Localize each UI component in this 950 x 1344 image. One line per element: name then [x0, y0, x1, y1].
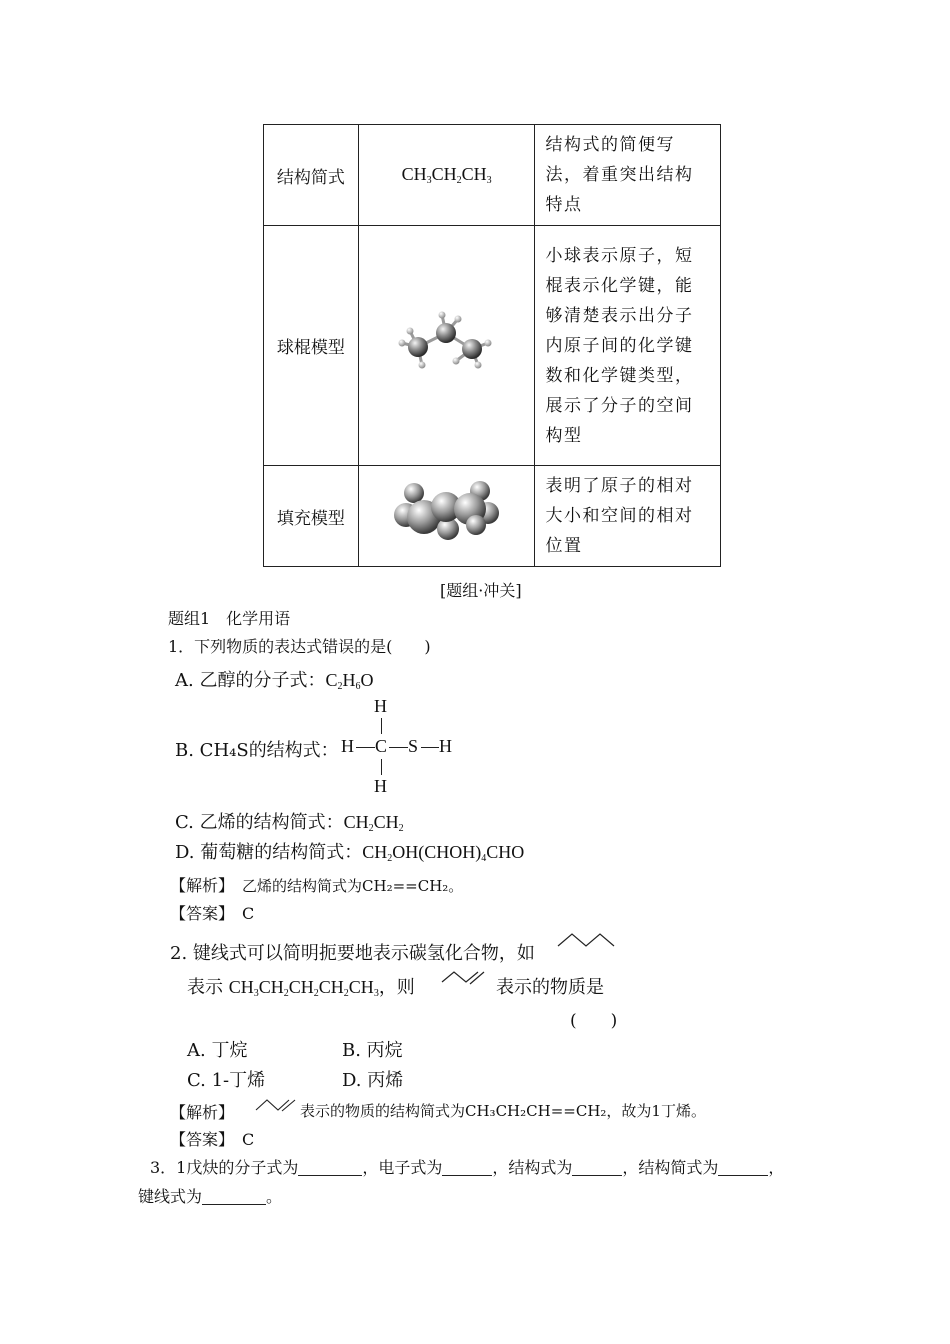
space-filling-model-icon: [392, 479, 502, 549]
answer-blank[interactable]: [572, 1159, 622, 1176]
answer-blank[interactable]: [718, 1159, 768, 1176]
q2-stem-line1: 2. 键线式可以简明扼要地表示碳氢化合物，如: [170, 943, 535, 964]
row-description: 表明了原子的相对 大小和空间的相对 位置: [535, 466, 721, 567]
q2-paren: ( ): [570, 1011, 618, 1031]
q3-line1: 3．1戊炔的分子式为 ，电子式为 ，结构式为 ，结构简式为 ，: [150, 1158, 785, 1177]
table-row: [264, 226, 721, 466]
q1-option-c: C. 乙烯的结构简式：$CH_2CH_2$: [175, 812, 404, 834]
space-filling-model-image: [358, 466, 535, 567]
q2-option-d: D. 丙烯: [342, 1070, 404, 1091]
butene-skeletal-formula-icon: [440, 968, 488, 988]
q2-option-a: A. 丁烷: [187, 1040, 248, 1061]
q1-analysis: 【解析】 乙烯的结构简式为CH₂==CH₂。: [170, 876, 464, 895]
row-name: 填充模型: [264, 466, 359, 567]
q2-answer: 【答案】 C: [170, 1130, 255, 1149]
q2-option-c: C. 1-丁烯: [187, 1070, 266, 1091]
answer-blank[interactable]: [202, 1188, 266, 1205]
q1-answer: 【答案】 C: [170, 904, 255, 923]
answer-blank[interactable]: [442, 1159, 492, 1176]
q2-stem-line2: 表示 $CH_3CH_2CH_2CH_2CH_3$，则: [187, 977, 415, 999]
q2-stem-line2b: 表示的物质是: [496, 977, 604, 998]
table-row: [264, 125, 721, 226]
q1-stem: 1．下列物质的表达式错误的是( ): [168, 637, 431, 656]
ball-stick-model-image: [358, 226, 535, 466]
q3-line2: 键线式为 。: [138, 1187, 283, 1206]
group-title: 题组1 化学用语: [168, 609, 291, 628]
q1-option-a: A. 乙醇的分子式：$C_2H_6O$: [175, 670, 374, 692]
section-header: [题组·冲关]: [440, 581, 522, 600]
table-row: [264, 466, 721, 567]
row-name: 结构简式: [264, 125, 359, 226]
q2-analysis-text: 表示的物质的结构简式为CH₃CH₂CH==CH₂，故为1丁烯。: [300, 1102, 706, 1120]
row-description: 小球表示原子，短 棍表示化学键，能 够清楚表示出分子 内原子间的化学键 数和化学键类型， 展示了分子的空间 构型: [535, 226, 721, 466]
ball-and-stick-model-icon: [392, 303, 502, 383]
q1-option-b: B. CH₄S的结构式：: [175, 740, 339, 761]
answer-blank[interactable]: [298, 1159, 362, 1176]
butene-skeletal-formula-icon: [254, 1096, 298, 1114]
row-name: 球棍模型: [264, 226, 359, 466]
q2-option-b: B. 丙烷: [342, 1040, 403, 1061]
pentane-skeletal-formula-icon: [556, 930, 616, 950]
condensed-formula: $CH_3CH_2CH_3$: [358, 125, 535, 226]
row-description: 结构式的简便写 法，着重突出结构 特点: [535, 125, 721, 226]
model-table: [263, 124, 721, 567]
q2-analysis-label: 【解析】: [170, 1103, 235, 1122]
q1-option-d: D. 葡萄糖的结构简式：$CH_2OH(CHOH)_4CHO$: [175, 842, 525, 864]
